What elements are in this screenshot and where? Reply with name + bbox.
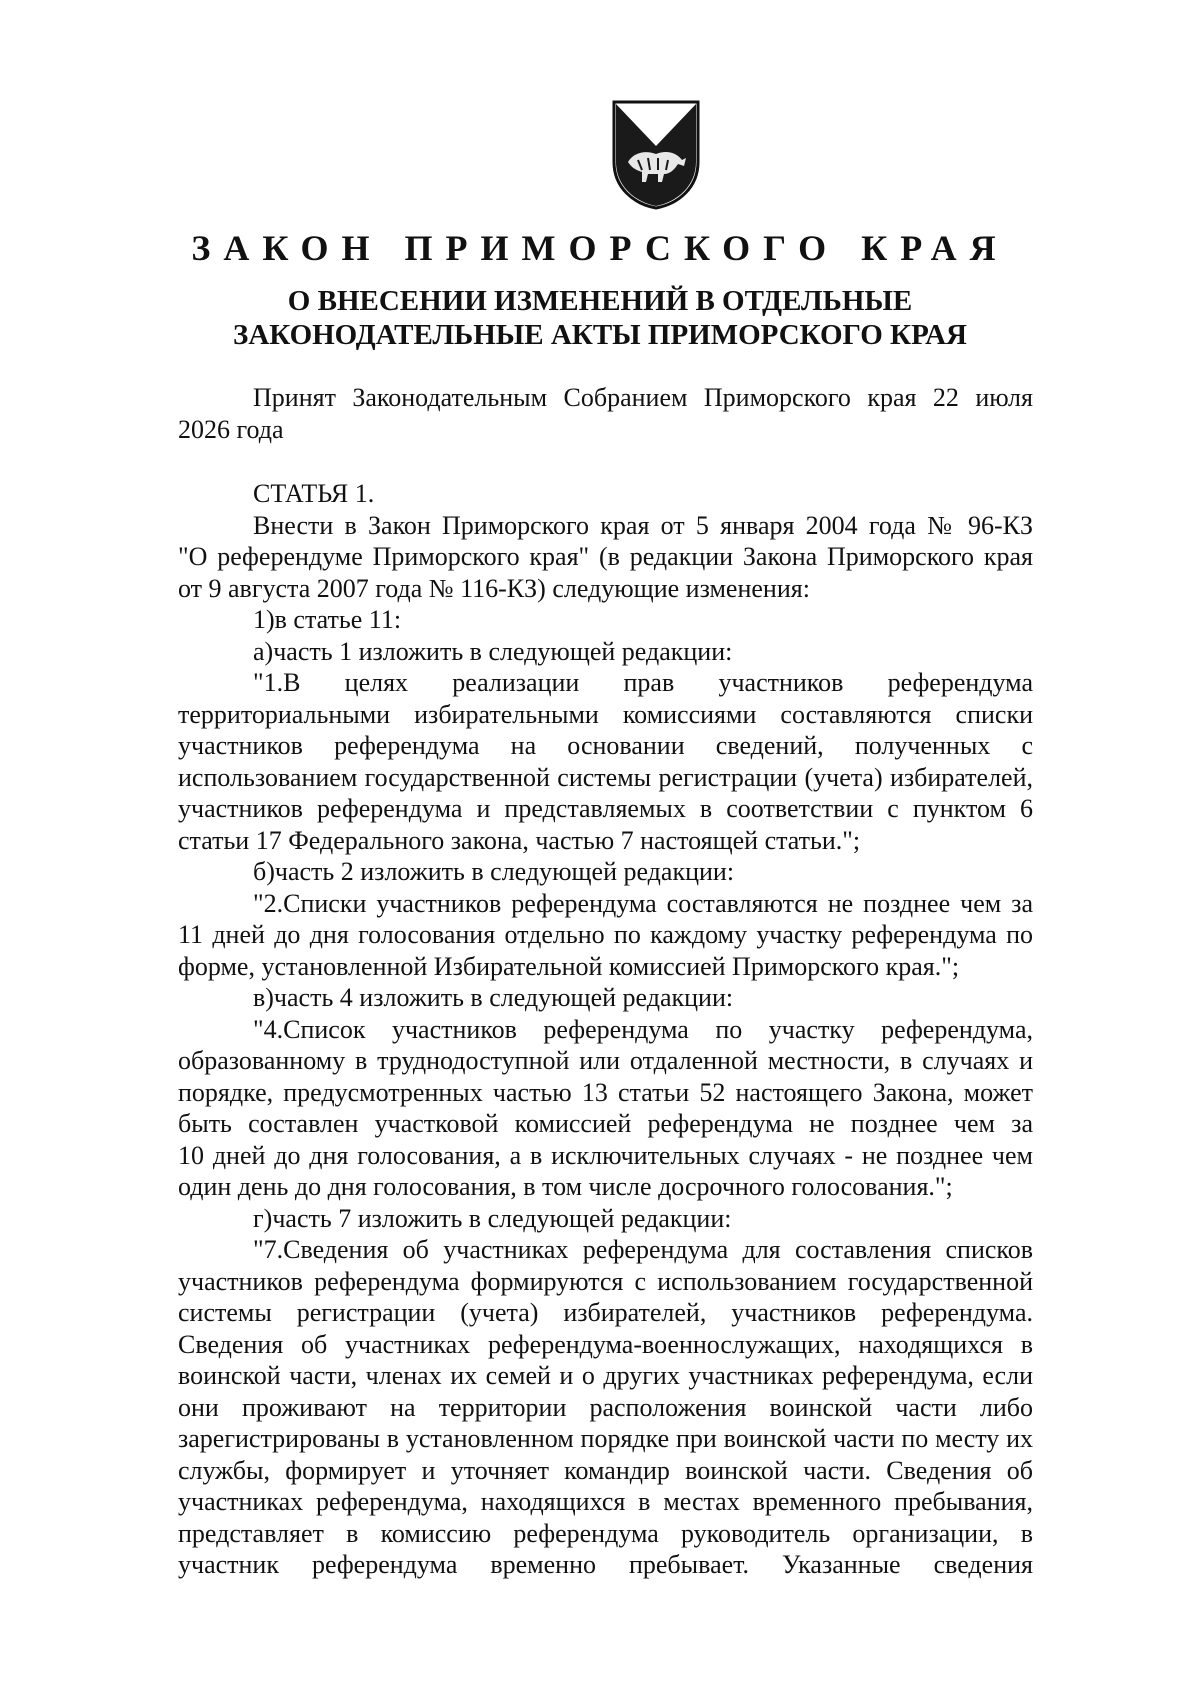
article-1 <box>178 478 1033 1581</box>
article-line: г)часть 7 изложить в следующей редакции: <box>253 1203 732 1233</box>
article-line: участников референдума и представляемых в соответствии с пунктом 6 <box>178 794 1033 823</box>
article-line: "4.Список участников референдума по участку референдума, <box>253 1014 1033 1044</box>
article-line: форме, установленной Избирательной комиссией Приморского края."; <box>178 951 960 981</box>
article-line: б)часть 2 изложить в следующей редакции: <box>253 857 735 886</box>
law-title: ЗАКОН ПРИМОРСКОГО КРАЯ <box>191 228 1009 268</box>
subtitle-line-2: ЗАКОНОДАТЕЛЬНЫЕ АКТЫ ПРИМОРСКОГО КРАЯ <box>233 319 967 351</box>
article-line: воинской части, членах их семей и о других участниках референдума, если <box>178 1361 1033 1390</box>
article-line: представляет в комиссию референдума руководитель организации, в <box>178 1518 1033 1548</box>
article-line: территориальными избирательными комиссиями составляются списки <box>178 699 1033 729</box>
coat-of-arms-icon <box>612 100 700 210</box>
article-line: порядке, предусмотренных частью 13 статьи 52 настоящего Закона, может <box>178 1077 1033 1107</box>
article-line: "2.Списки участников референдума составляются не позднее чем за <box>253 888 1033 918</box>
article-line: в)часть 4 изложить в следующей редакции: <box>253 983 734 1012</box>
article-line: "7.Сведения об участниках референдума для составления списков <box>253 1235 1033 1264</box>
article-line: "О референдуме Приморского края" (в редакции Закона Приморского края <box>178 542 1033 571</box>
article-line: статьи 17 Федерального закона, частью 7 настоящей статьи."; <box>178 825 861 855</box>
article-line: зарегистрированы в установленном порядке при воинской части по месту их <box>178 1424 1033 1453</box>
adoption-line-1: Принят Законодательным Собранием Приморского края 22 июля <box>253 383 1033 412</box>
article-line: 1)в статье 11: <box>253 605 402 634</box>
article-heading: СТАТЬЯ 1. <box>253 479 375 508</box>
article-line: быть составлен участковой комиссией референдума не позднее чем за <box>178 1109 1033 1138</box>
article-line: участников референдума формируются с использованием государственной <box>178 1266 1033 1296</box>
article-line: от 9 августа 2007 года № 116-КЗ) следующие изменения: <box>178 573 810 603</box>
article-line: а)часть 1 изложить в следующей редакции: <box>253 636 733 666</box>
adoption-line-2: 2026 года <box>178 414 284 444</box>
article-line: они проживают на территории расположения воинской части либо <box>178 1392 1033 1422</box>
article-line: участник референдума временно пребывает. Указанные сведения <box>178 1550 1033 1579</box>
article-line: образованному в труднодоступной или отдаленной местности, в случаях и <box>178 1046 1033 1075</box>
article-line: системы регистрации (учета) избирателей, участников референдума. <box>178 1298 1033 1327</box>
article-line: участниках референдума, находящихся в местах временного пребывания, <box>178 1487 1033 1516</box>
article-line: 11 дней до дня голосования отдельно по каждому участку референдума по <box>178 920 1033 949</box>
article-line: 10 дней до дня голосования, а в исключительных случаях - не позднее чем <box>178 1140 1033 1170</box>
article-line: участников референдума на основании сведений, полученных с <box>178 731 1033 760</box>
article-line: Сведения об участниках референдума-военнослужащих, находящихся в <box>178 1329 1033 1359</box>
article-line: Внести в Закон Приморского края от 5 января 2004 года № 96-КЗ <box>253 510 1033 540</box>
article-line: "1.В целях реализации прав участников референдума <box>253 668 1033 697</box>
subtitle-line-1: О ВНЕСЕНИИ ИЗМЕНЕНИЙ В ОТДЕЛЬНЫЕ <box>287 285 913 317</box>
article-line: использованием государственной системы регистрации (учета) избирателей, <box>178 762 1033 792</box>
article-line: один день до дня голосования, в том числе досрочного голосования."; <box>178 1172 953 1201</box>
adoption-note <box>178 382 1033 445</box>
article-line: службы, формирует и уточняет командир воинской части. Сведения об <box>178 1455 1033 1485</box>
